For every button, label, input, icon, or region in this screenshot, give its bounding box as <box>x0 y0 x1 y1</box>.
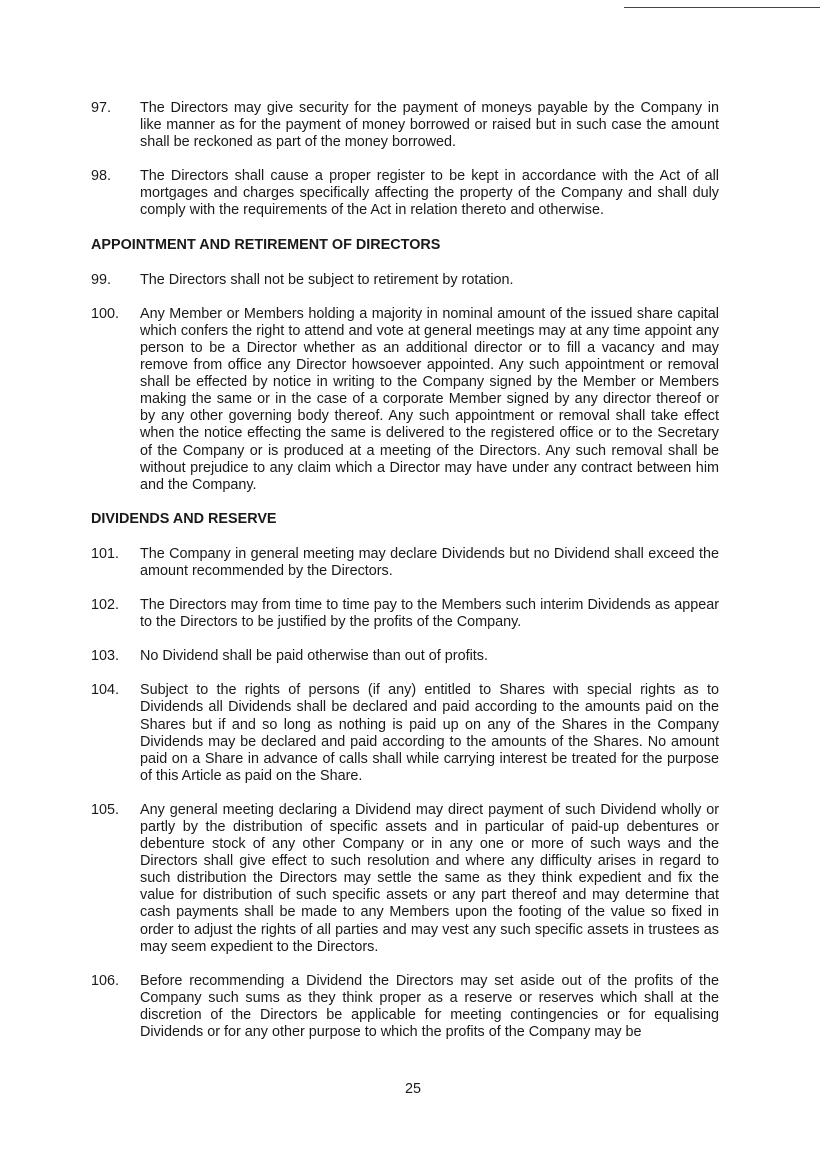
clause-text: Subject to the rights of persons (if any) entitled to Shares with special rights as to Dividends all Dividends shall be declared and paid according to the amounts paid on the Shares but if and so long as nothing is paid up on any of the Shares in the Company Dividends may be declared and paid according to the amounts of the Shares. No amount paid on a Share in advance of calls shall while carrying interest be treated for the purpose of this Article as paid on the Share. <box>140 682 719 784</box>
clause-text: No Dividend shall be paid otherwise than out of profits. <box>140 648 488 665</box>
clause-number: 98. <box>91 168 112 185</box>
clause-97 <box>91 100 719 151</box>
clause-number: 101. <box>91 545 120 562</box>
clause-number: 102. <box>91 597 120 614</box>
clause-number: 106. <box>91 972 120 989</box>
clause-text: The Directors may from time to time pay to the Members such interim Dividends as appear to the Directors to be justified by the profits of the Company. <box>140 597 719 631</box>
clause-number: 103. <box>91 648 120 665</box>
clause-text: Before recommending a Dividend the Directors may set aside out of the profits of the Company such sums as they think proper as a reserve or reserves which shall at the discretion of the Directors be applicable for meeting contingencies or for equalising Dividends or for any other purpose to which the profits of the Company may be <box>140 972 719 1041</box>
clause-text: Any Member or Members holding a majority in nominal amount of the issued share capital which confers the right to attend and vote at general meetings may at any time appoint any person to be a Director whether as an additional director or to fill a vacancy and may remove from office any Director howsoever appointed. Any such appointment or removal shall be effected by notice in writing to the Company signed by the Member or Members making the same or in the case of a corporate Member signed by any director thereof or by any other governing body thereof. Any such appointment or removal shall take effect when the notice effecting the same is delivered to the registered office or to the Secretary of the Company or is produced at a meeting of the Directors. Any such removal shall be without prejudice to any claim which a Director may have under any contract between him and the Company. <box>140 305 719 493</box>
clause-number: 99. <box>91 271 112 288</box>
clause-106 <box>91 973 719 1041</box>
section-heading-appointment: APPOINTMENT AND RETIREMENT OF DIRECTORS <box>91 236 441 253</box>
clause-text: The Directors shall cause a proper register to be kept in accordance with the Act of all mortgages and charges specifically affecting the property of the Company and shall duly comply with the requirements of the Act in relation thereto and otherwise. <box>140 168 719 219</box>
clause-100 <box>91 306 719 494</box>
clause-text: The Directors may give security for the payment of moneys payable by the Company in like manner as for the payment of money borrowed or raised but in such case the amount shall be reckoned as part of the money borrowed. <box>140 100 719 151</box>
header-rule <box>624 7 820 8</box>
clause-number: 100. <box>91 305 120 322</box>
section-heading-dividends: DIVIDENDS AND RESERVE <box>91 510 277 527</box>
clause-103 <box>91 648 719 665</box>
document-body <box>91 100 719 1058</box>
clause-99 <box>91 272 719 289</box>
clause-text: The Company in general meeting may declare Dividends but no Dividend shall exceed the amount recommended by the Directors. <box>140 545 719 579</box>
clause-number: 104. <box>91 682 120 699</box>
clause-104 <box>91 682 719 785</box>
clause-98 <box>91 168 719 219</box>
clause-102 <box>91 597 719 631</box>
clause-105 <box>91 802 719 956</box>
clause-text: The Directors shall not be subject to retirement by rotation. <box>140 271 514 288</box>
clause-number: 97. <box>91 100 112 116</box>
clause-number: 105. <box>91 801 120 818</box>
clause-text: Any general meeting declaring a Dividend may direct payment of such Dividend wholly or partly by the distribution of specific assets and in particular of paid-up debentures or debenture stock of any other Company or in any one or more of such ways and the Directors shall give effect to such resolution and where any difficulty arises in regard to such distribution the Directors may settle the same as they think expedient and fix the value for distribution of such specific assets or any part thereof and may determine that cash payments shall be made to any Members upon the footing of the value so fixed in order to adjust the rights of all parties and may vest any such specific assets in trustees as may seem expedient to the Directors. <box>140 801 719 955</box>
clause-101 <box>91 546 719 580</box>
page-number: 25 <box>404 1081 421 1097</box>
